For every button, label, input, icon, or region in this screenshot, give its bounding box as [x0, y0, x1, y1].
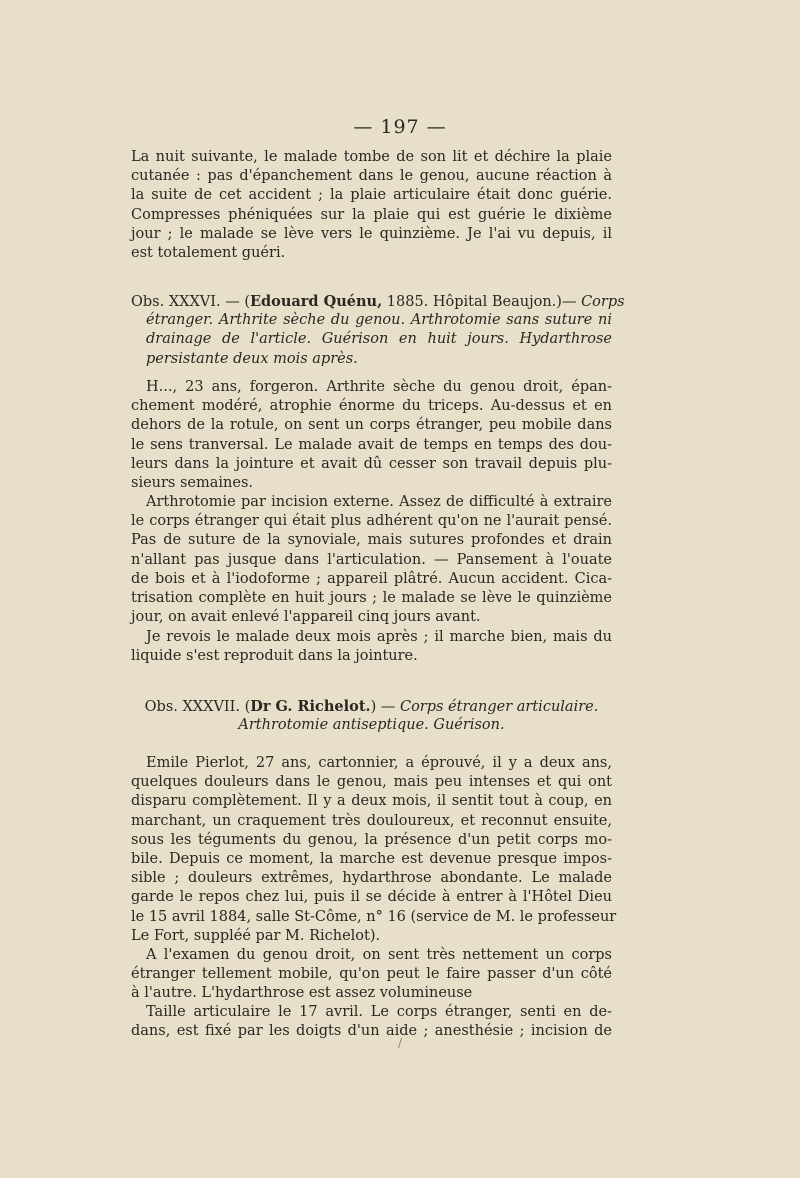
heading-line — [131, 697, 612, 716]
paragraph-case-36 — [131, 378, 612, 493]
paragraph-followup-36 — [131, 628, 612, 666]
text-line: sible ; douleurs extrêmes, hydarthrose abondante. Le malade — [131, 870, 612, 887]
text-line: Je revois le malade deux mois après ; il marche bien, mais du — [146, 629, 612, 645]
text-line: dans, est fixé par les doigts d'un aide ; anesthésie ; incision de — [131, 1023, 612, 1040]
text-line: chement modéré, atrophie énorme du triceps. Au-dessus et en — [131, 398, 612, 415]
text-line: le corps étranger qui était plus adhérent qu'on ne l'aurait pensé. — [131, 513, 612, 530]
heading-source: ) — — [370, 699, 400, 715]
heading-line: étranger. Arthrite sèche du genou. Arthrotomie sans suture ni — [146, 312, 612, 329]
text-line: bile. Depuis ce moment, la marche est devenue presque impos- — [131, 850, 612, 867]
author-name: Dr G. Richelot. — [250, 698, 371, 715]
paragraph-exam-37 — [131, 946, 612, 1004]
text-line: garde le repos chez lui, puis il se décide à entrer à l'Hôtel Dieu — [131, 889, 612, 906]
text-line: jour ; le malade se lève vers le quinzième. Je l'ai vu depuis, il — [131, 225, 612, 242]
stray-mark: / — [398, 1036, 403, 1050]
text-line: disparu complètement. Il y a deux mois, il sentit tout à coup, en — [131, 793, 612, 810]
heading-line: Arthrotomie antiseptique. Guérison. — [238, 717, 505, 734]
paragraph-operation-36 — [131, 493, 612, 627]
text-line: sieurs semaines. — [131, 474, 254, 491]
text-line: à l'autre. L'hydarthrose est assez volumineuse — [131, 985, 473, 1002]
text-line: quelques douleurs dans le genou, mais peu intenses et qui ont — [131, 774, 612, 791]
observation-heading-36 — [131, 292, 625, 369]
heading-title: Corps étranger articulaire. — [399, 699, 599, 715]
heading-title: Corps — [581, 294, 625, 310]
text-line: de bois et à l'iodoforme ; appareil plâtré. Aucun accident. Cica- — [131, 570, 612, 587]
text-line: Pas de suture de la synoviale, mais sutures profondes et drain — [131, 532, 612, 549]
text-line: leurs dans la jointure et avait dû cesser son travail depuis plu- — [131, 455, 612, 472]
text-line: n'allant pas jusque dans l'articulation. — Pansement à l'ouate — [131, 551, 612, 568]
text-line: trisation complète en huit jours ; le malade se lève le quinzième — [131, 589, 612, 606]
paragraph-operation-37 — [131, 1003, 612, 1041]
text-line: le 15 avril 1884, salle St-Côme, n° 16 (service de M. le professeur — [131, 908, 617, 925]
text-line: le sens tranversal. Le malade avait de temps en temps des dou- — [131, 436, 612, 453]
author-name: Edouard Quénu, — [249, 293, 383, 310]
text-line: la suite de cet accident ; la plaie articulaire était donc guérie. — [131, 187, 612, 204]
text-line: liquide s'est reproduit dans la jointure. — [131, 648, 418, 665]
text-line: Compresses phéniquées sur la plaie qui est guérie le dixième — [131, 206, 612, 223]
text-line: jour, on avait enlevé l'appareil cinq jours avant. — [131, 609, 481, 626]
observation-label: Obs. XXXVII. ( — [144, 699, 251, 715]
heading-line: drainage de l'article. Guérison en huit jours. Hydarthrose — [146, 331, 612, 348]
text-line: Le Fort, suppléé par M. Richelot). — [131, 927, 381, 944]
text-line: étranger tellement mobile, qu'on peut le faire passer d'un côté — [131, 966, 612, 983]
text-line: dehors de la rotule, on sent un corps étranger, peu mobile dans — [131, 417, 612, 434]
heading-source: 1885. Hôpital Beaujon.)— — [382, 294, 582, 310]
text-line: H..., 23 ans, forgeron. Arthrite sèche du genou droit, épan- — [146, 379, 612, 395]
text-line: La nuit suivante, le malade tombe de son lit et déchire la plaie — [131, 149, 612, 165]
text-line: cutanée : pas d'épanchement dans le genou, aucune réaction à — [131, 168, 612, 185]
page-number: — 197 — — [353, 116, 447, 138]
text-line: est totalement guéri. — [131, 244, 286, 261]
paragraph-continuation — [131, 148, 612, 263]
observation-label: Obs. XXXVI. — ( — [131, 294, 250, 310]
text-line: A l'examen du genou droit, on sent très nettement un corps — [146, 947, 612, 963]
heading-line — [131, 292, 625, 311]
heading-line: persistante deux mois après. — [146, 350, 358, 367]
text-line: sous les téguments du genou, la présence d'un petit corps mo- — [131, 831, 612, 848]
text-line: marchant, un craquement très douloureux, et reconnut ensuite, — [131, 812, 612, 829]
text-line: Arthrotomie par incision externe. Assez de difficulté à extraire — [146, 494, 612, 510]
text-line: Taille articulaire le 17 avril. Le corps étranger, senti en de- — [146, 1004, 612, 1020]
observation-heading-37 — [131, 697, 612, 735]
paragraph-case-37 — [131, 754, 617, 946]
text-line: Emile Pierlot, 27 ans, cartonnier, a éprouvé, il y a deux ans, — [146, 755, 612, 771]
